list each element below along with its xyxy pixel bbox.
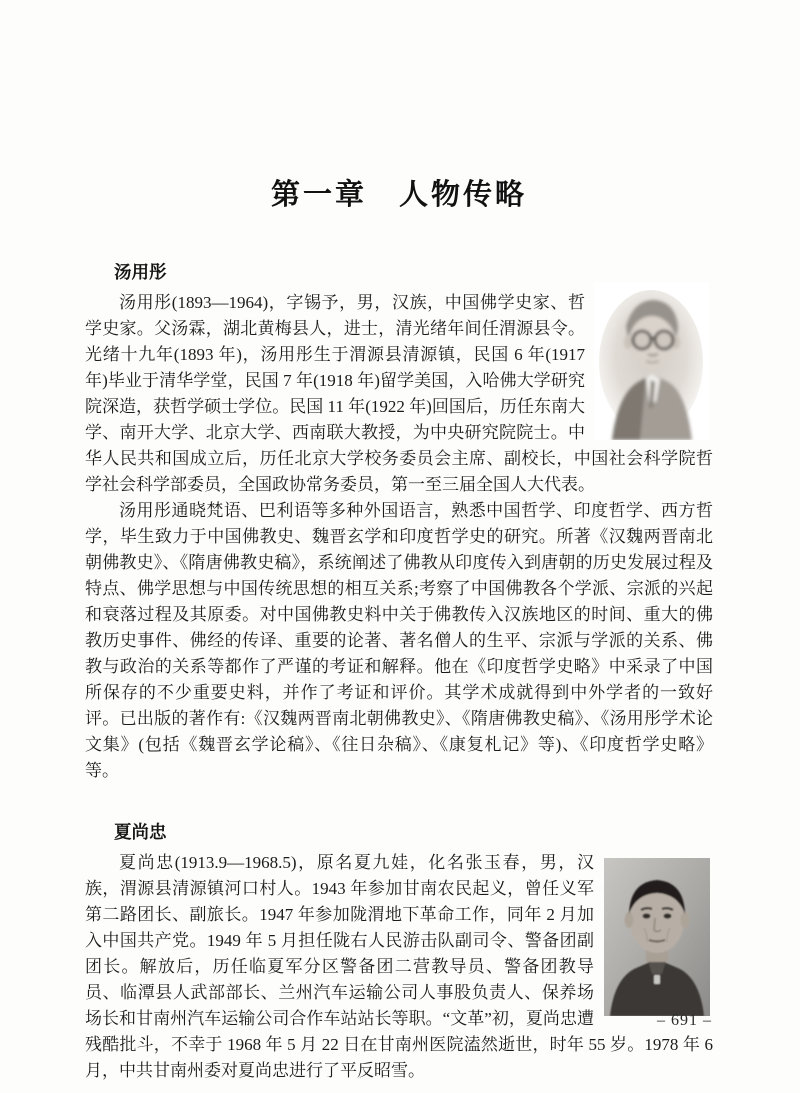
portrait-vignette-graphic [594,282,709,440]
entry-body-xia [85,850,713,1084]
portrait-photo-graphic [604,858,710,1016]
entry-body-tang [85,290,713,784]
chapter-title: 第一章 人物传略 [270,179,527,211]
page-content [85,0,713,1084]
biography-entry-tang [85,260,713,784]
entry-heading-xia: 夏尚忠 [114,822,167,842]
biography-entry-xia [85,820,713,1084]
biography-paragraph: 汤用彤(1893—1964)，字锡予，男，汉族，中国佛学史家、哲学史家。父汤霖，湖北黄梅县人，进士，清光绪年间任渭源县令。光绪十九年(1893 年)，汤用彤生于渭源县清源镇，民国 6 年(1917 年)毕业于清华学堂，民国 7 年(1918 年)留学美国，入哈佛大学研究院深造，获哲学硕士学位。民国 11 年(1922 年)回国后，历任东南大学、南开大学、北京大学、西南联大教授，为中央研究院院士。中华人民共和国成立后，历任北京大学校务委员会主席、副校长，中国社会科学院哲学社会科学部委员，全国政协常务委员，第一至三届全国人大代表。 [85,293,713,494]
tang-yongtong-photo [594,282,709,440]
xia-shangzhong-photo [604,858,710,1016]
biography-paragraph: 汤用彤通晓梵语、巴利语等多种外国语言，熟悉中国哲学、印度哲学、西方哲学，毕生致力于中国佛教史、魏晋玄学和印度哲学史的研究。所著《汉魏两晋南北朝佛教史》、《隋唐佛教史稿》，系统阐述了佛教从印度传入到唐朝的历史发展过程及特点、佛学思想与中国传统思想的相互关系;考察了中国佛教各个学派、宗派的兴起和衰落过程及其原委。对中国佛教史料中关于佛教传入汉族地区的时间、重大的佛教历史事件、佛经的传译、重要的论著、著名僧人的生平、宗派与学派的关系、佛教与政治的关系等都作了严谨的考证和解释。他在《印度哲学史略》中采录了中国所保存的不少重要史料，并作了考证和评价。其学术成就得到中外学者的一致好评。已出版的著作有:《汉魏两晋南北朝佛教史》、《隋唐佛教史稿》、《汤用彤学术论文集》(包括《魏晋玄学论稿》、《往日杂稿》、《康复札记》等)、《印度哲学史略》等。 [85,501,713,780]
biography-paragraph: 夏尚忠(1913.9—1968.5)，原名夏九娃，化名张玉春，男，汉族，渭源县清源镇河口村人。1943 年参加甘南农民起义，曾任义军第二路团长、副旅长。1947 年参加陇渭地下革命工作，同年 2 月加入中国共产党。1949 年 5 月担任陇右人民游击队副司令、警备团副团长。解放后，历任临夏军分区警备团二营教导员、警备团教导员、临潭县人武部部长、兰州汽车运输公司人事股负责人、保养场场长和甘南州汽车运输公司合作车站站长等职。“文革”初，夏尚忠遭残酷批斗，不幸于 1968 年 5 月 22 日在甘南州医院溘然逝世，时年 55 岁。1978 年 6 月，中共甘南州委对夏尚忠进行了平反昭雪。 [85,853,713,1080]
entry-heading-tang: 汤用彤 [114,262,167,282]
page-number: – 691 – [657,1012,712,1029]
